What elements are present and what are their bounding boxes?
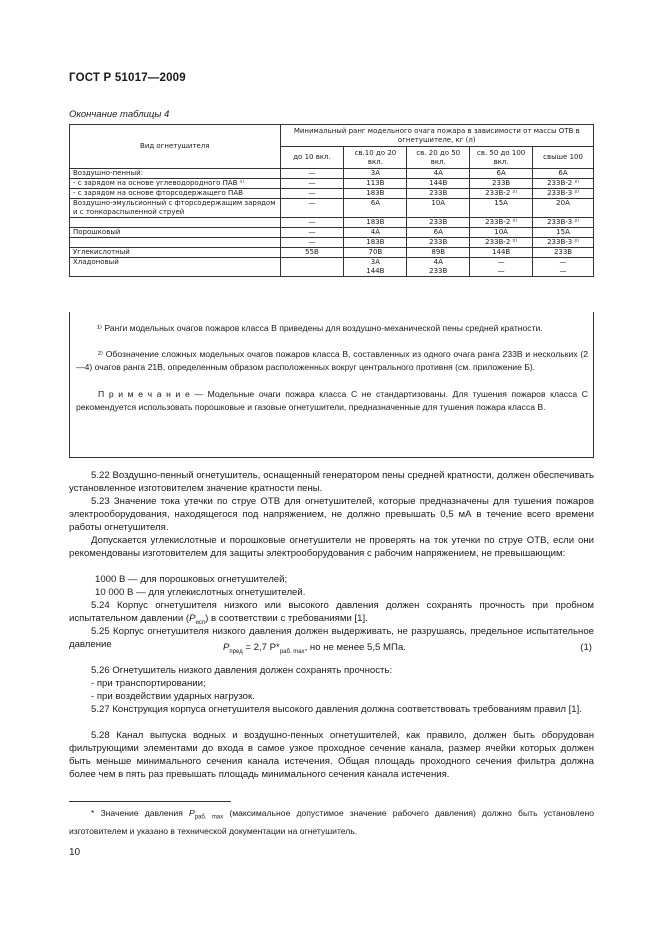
clause-5-28: 5.28 Канал выпуска водных и воздушно-пенных огнетушителей, как правило, должен быть оборудован фильтрующими элементами до входа в самое узкое проходное сечение канала, размер ячейки которых должен быть меньше минимального сечения канала истечения. Общая площадь проходного сечения фильтра должна более чем в пять раз превышать площадь минимального сечения канала истечения. <box>69 730 594 780</box>
footnote-symbol: P <box>188 808 195 818</box>
row-cell: — <box>280 238 344 248</box>
col-head-group: Минимальный ранг модельного очага пожара в зависимости от массы ОТВ в огнетушителе, кг (л) <box>280 125 593 147</box>
clause-5-24-text-a: 5.24 Корпус огнетушителя низкого или высокого давления должен сохранять прочность при пробном испытательном давлении ( <box>69 600 594 624</box>
row-cell: 6А <box>470 169 533 179</box>
row-name <box>70 218 281 228</box>
voltage-powder: 1000 В — для порошковых огнетушителей; <box>95 574 288 585</box>
row-cell: 233В-3 ²⁾ <box>533 189 594 199</box>
page-number: 10 <box>69 847 81 858</box>
row-cell: 113В <box>344 179 407 189</box>
row-cell: — <box>280 199 344 218</box>
note-text: — Модельные очаги пожара класса С не стандартизованы. Для тушения пожаров класса С рекомендуется использовать порошковые и газовые огнетушители, предназначенные для тушения пожара класса В. <box>76 389 589 412</box>
row-cell: 70В <box>344 248 407 258</box>
row-cell: — <box>533 258 594 268</box>
table-row <box>70 267 594 277</box>
row-cell: 6А <box>344 199 407 218</box>
row-cell: 144В <box>344 267 407 277</box>
clause-5-23-allowance: Допускается углекислотные и порошковые огнетушители не проверять на ток утечки по струе ОТВ, если они рекомендованы изготовителем для защиты электрооборудования с рабочим напряжением, не превышающим: <box>69 535 594 559</box>
row-cell: 4А <box>407 169 470 179</box>
row-cell: 20А <box>533 199 594 218</box>
clause-5-26-item-2: - при воздействии ударных нагрузок. <box>91 691 255 702</box>
table-row <box>70 248 594 258</box>
row-cell: 15А <box>470 199 533 218</box>
row-cell: — <box>280 179 344 189</box>
formula-number: (1) <box>580 642 592 653</box>
formula-rhs-sub: раб. max <box>279 648 305 655</box>
voltage-co2: 10 000 В — для углекислотных огнетушителей. <box>95 587 306 598</box>
table-footnote-2: ²⁾ Обозначение сложных модельных очагов пожаров класса В, составленных из одного очага ранга 233В и нескольких (2—4) очагов ранга 21В, определенным образом расположенных вокруг центрального противня (см. приложение Б). <box>76 349 588 372</box>
row-cell: 89В <box>407 248 470 258</box>
table-caption: Окончание таблицы 4 <box>69 109 170 120</box>
clause-5-23: 5.23 Значение тока утечки по струе ОТВ для огнетушителей, которые предназначены для тушения пожаров электрооборудования, находящегося под напряжением, не должно превышать 0,5 мА в течение всего времени работы огнетушителя. <box>69 496 594 533</box>
table-row <box>70 258 594 268</box>
clause-5-26-item-1: - при транспортировании; <box>91 678 206 689</box>
row-cell: 10А <box>470 228 533 238</box>
row-cell: — <box>280 169 344 179</box>
row-cell: 183В <box>344 238 407 248</box>
row-cell: 4А <box>344 228 407 238</box>
row-cell: 233В-2 ²⁾ <box>470 238 533 248</box>
row-cell: 233В-3 ²⁾ <box>533 238 594 248</box>
row-cell: 3А <box>344 258 407 268</box>
sub-head-0: до 10 вкл. <box>280 147 344 169</box>
row-cell: 183В <box>344 189 407 199</box>
sub-head-2: св. 20 до 50 вкл. <box>407 147 470 169</box>
row-cell: 144В <box>470 248 533 258</box>
row-cell: 233В <box>407 189 470 199</box>
row-cell: 233В-2 ²⁾ <box>470 218 533 228</box>
row-cell: 6А <box>407 228 470 238</box>
footnote-text-a: * Значение давления <box>91 808 189 818</box>
row-name: Хладоновый <box>70 258 281 268</box>
row-cell: — <box>470 258 533 268</box>
row-cell: — <box>470 267 533 277</box>
row-cell: 233В <box>407 267 470 277</box>
clause-5-22: 5.22 Воздушно-пенный огнетушитель, оснащенный генератором пены средней кратности, должен обеспечивать установленное изготовителем значение кратности пены. <box>69 470 594 494</box>
row-name: - с зарядом на основе углеводородного ПАВ ¹⁾ <box>70 179 281 189</box>
row-cell: 233В <box>470 179 533 189</box>
row-cell <box>280 267 344 277</box>
row-cell: 10А <box>407 199 470 218</box>
table-4 <box>69 124 594 277</box>
clause-5-26: 5.26 Огнетушитель низкого давления должен сохранять прочность: <box>91 665 393 676</box>
standard-header: ГОСТ Р 51017—2009 <box>69 72 186 84</box>
note-label: П р и м е ч а н и е <box>98 389 190 399</box>
sub-head-4: свыше 100 <box>533 147 594 169</box>
table-row <box>70 169 594 179</box>
table-row <box>70 238 594 248</box>
formula-expression <box>223 642 406 655</box>
col-head-type: Вид огнетушителя <box>70 125 281 169</box>
row-cell: 183В <box>344 218 407 228</box>
row-name: Порошковый <box>70 228 281 238</box>
row-cell: 233В-2 ²⁾ <box>533 179 594 189</box>
row-cell: 233В-2 ²⁾ <box>470 189 533 199</box>
table-note-3 <box>76 388 588 414</box>
row-cell: 233В <box>533 248 594 258</box>
clause-5-25: 5.25 Корпус огнетушителя низкого давления должен выдерживать, не разрушаясь, предельное испытательное давление <box>69 626 594 650</box>
table-row <box>70 179 594 189</box>
row-cell: 4А <box>407 258 470 268</box>
row-cell: — <box>280 228 344 238</box>
table-row <box>70 228 594 238</box>
clause-5-27: 5.27 Конструкция корпуса огнетушителя высокого давления должна соответствовать требованиям правил [1]. <box>91 704 582 715</box>
table-footnote-1: ¹⁾ Ранги модельных очагов пожаров класса В приведены для воздушно-механической пены средней кратности. <box>97 323 543 333</box>
formula-p: P <box>223 642 230 653</box>
page-footnote <box>69 807 594 838</box>
row-cell: 144В <box>407 179 470 189</box>
footnote-text-b: (максимальное допустимое значение рабочего давления) должно быть установлено изготовителем и указано в технической документации на огнетушитель. <box>69 808 594 836</box>
row-name <box>70 238 281 248</box>
row-cell: — <box>533 267 594 277</box>
row-cell: — <box>280 218 344 228</box>
formula-1 <box>69 642 594 658</box>
row-cell <box>280 258 344 268</box>
table-row <box>70 199 594 218</box>
row-cell: 233В <box>407 238 470 248</box>
row-cell: — <box>280 189 344 199</box>
formula-p-sub: пред <box>229 648 243 655</box>
formula-rhs: = 2,7 P* <box>242 642 280 653</box>
sub-head-3: св. 50 до 100 вкл. <box>470 147 533 169</box>
row-cell: 3А <box>344 169 407 179</box>
footnote-separator <box>69 801 231 802</box>
row-cell: 233В <box>407 218 470 228</box>
row-name <box>70 267 281 277</box>
row-name: Воздушно-пенный: <box>70 169 281 179</box>
row-cell: 15А <box>533 228 594 238</box>
row-cell: 6А <box>533 169 594 179</box>
table-row <box>70 218 594 228</box>
row-name: Углекислотный <box>70 248 281 258</box>
row-name: Воздушно-эмульсионный с фторсодержащим зарядом и с тонкораспыленной струей <box>70 199 281 218</box>
row-cell: 55В <box>280 248 344 258</box>
table-notes-box <box>69 312 594 458</box>
symbol-p: P <box>189 613 196 624</box>
sub-head-1: св.10 до 20 вкл. <box>344 147 407 169</box>
row-name: - с зарядом на основе фторсодержащего ПАВ <box>70 189 281 199</box>
row-cell: 233В-3 ²⁾ <box>533 218 594 228</box>
formula-tail: , но не менее 5,5 МПа. <box>304 642 406 653</box>
symbol-sub: исп <box>195 619 206 626</box>
footnote-symbol-sub: раб. max <box>194 814 224 821</box>
table-row <box>70 189 594 199</box>
clause-5-24-text-b: ) в соответствии с требованиями [1]. <box>205 613 368 624</box>
